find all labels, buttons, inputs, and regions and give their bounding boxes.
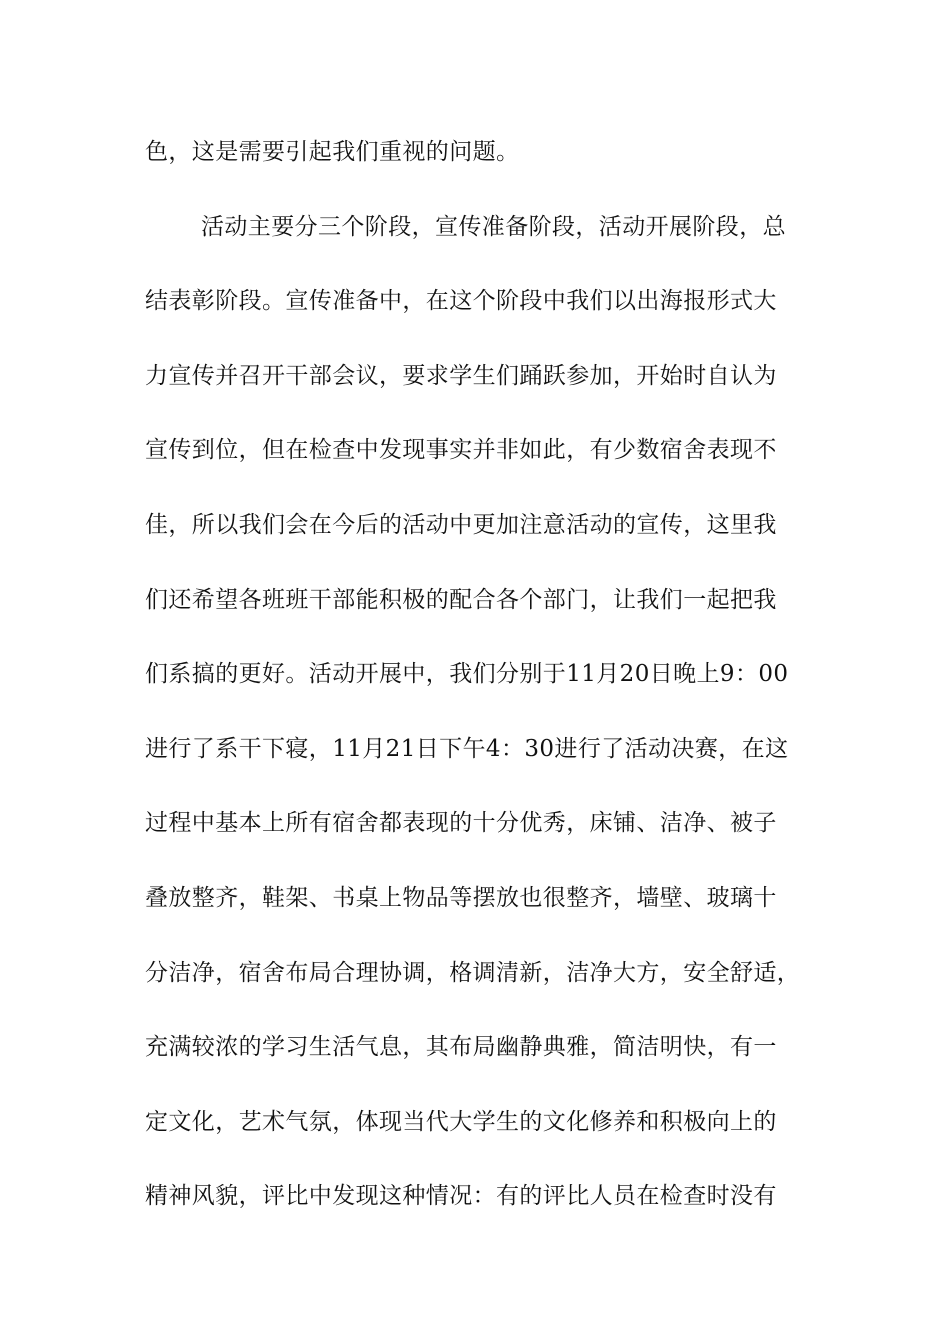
text-line: 精神风貌，评比中发现这种情况：有的评比人员在检查时没有 (145, 1183, 777, 1210)
text-line: 色，这是需要引起我们重视的问题。 (145, 139, 520, 165)
paragraph-first-line: 活动主要分三个阶段，宣传准备阶段，活动开展阶段，总 (201, 213, 786, 240)
text-line: 们还希望各班班干部能积极的配合各个部门，让我们一起把我 (145, 586, 777, 613)
text-line: 叠放整齐，鞋架、书桌上物品等摆放也很整齐，墙壁、玻璃十 (145, 884, 777, 911)
body-text (145, 132, 825, 1251)
text-line: 分洁净，宿舍布局合理协调，格调清新，洁净大方，安全舒适， (145, 959, 801, 986)
text-line: 力宣传并召开干部会议，要求学生们踊跃参加，开始时自认为 (145, 362, 777, 389)
text-line: 进行了系干下寝，11月21日下午4：30进行了活动决赛，在这 (145, 735, 789, 762)
text-line: 过程中基本上所有宿舍都表现的十分优秀，床铺、洁净、被子 (145, 810, 777, 837)
text-line: 们系搞的更好。活动开展中，我们分别于11月20日晚上9：00 (145, 661, 789, 688)
text-line: 佳，所以我们会在今后的活动中更加注意活动的宣传，这里我 (145, 511, 777, 538)
text-line: 定文化，艺术气氛，体现当代大学生的文化修养和积极向上的 (145, 1108, 777, 1135)
text-line: 结表彰阶段。宣传准备中，在这个阶段中我们以出海报形式大 (145, 288, 777, 315)
text-line: 宣传到位，但在检查中发现事实并非如此，有少数宿舍表现不 (145, 437, 777, 464)
text-line: 充满较浓的学习生活气息，其布局幽静典雅，简洁明快，有一 (145, 1034, 777, 1061)
